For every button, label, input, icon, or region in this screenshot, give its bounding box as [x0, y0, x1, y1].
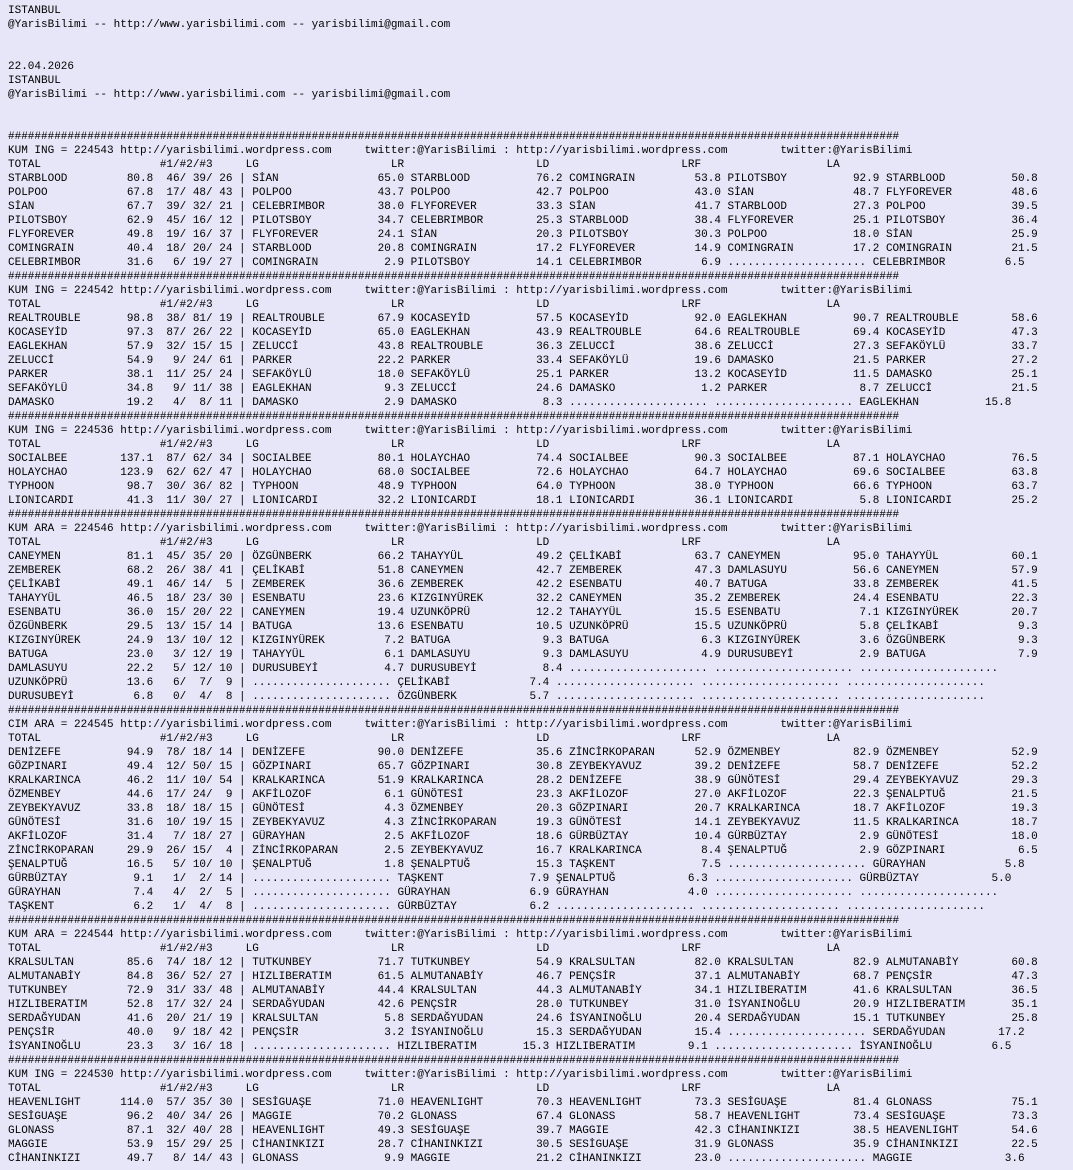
report-line: DENİZEFE 94.9 78/ 18/ 14 | DENİZEFE 90.0 DENİZEFE 35.6 ZİNCİRKOPARAN 52.9 ÖZMENBEY 82.9 ÖZMENBEY 52.9 — [8, 747, 1038, 759]
report-line: ####################################################################################################################################### — [8, 411, 900, 423]
report-line: SEFAKÖYLÜ 34.8 9/ 11/ 38 | EAGLEKHAN 9.3 ZELUCCİ 24.6 DAMASKO 1.2 PARKER 8.7 ZELUCCİ 21.5 — [8, 383, 1038, 395]
report-line: ALMUTANABİY 84.8 36/ 52/ 27 | HIZLIBERATIM 61.5 ALMUTANABİY 46.7 PENÇSİR 37.1 ALMUTANABİY 68.7 PENÇSİR 47.3 — [8, 971, 1038, 983]
report-line: ####################################################################################################################################### — [8, 131, 900, 143]
report-line: ####################################################################################################################################### — [8, 705, 900, 717]
report-line: ISTANBUL — [8, 5, 61, 17]
report-line: KUM ARA = 224544 http://yarisbilimi.wordpress.com twitter:@YarisBilimi : http://yarisbilimi.wordpress.com twitter:@YarisBilimi — [8, 929, 913, 941]
report-line: GLONASS 87.1 32/ 40/ 28 | HEAVENLIGHT 49.3 SESİGUAŞE 39.7 MAGGIE 42.3 CİHANINKIZI 38.5 HEAVENLIGHT 54.6 — [8, 1125, 1038, 1137]
report-line: SİAN 67.7 39/ 32/ 21 | CELEBRIMBOR 38.0 FLYFOREVER 33.3 SİAN 41.7 STARBLOOD 27.3 POLPOO 39.5 — [8, 201, 1038, 213]
report-line: DURUSUBEYİ 6.8 0/ 4/ 8 | ..................... ÖZGÜNBERK 5.7 ..................... ..................... ..................... — [8, 691, 985, 703]
report-line: MAGGIE 53.9 15/ 29/ 25 | CİHANINKIZI 28.7 CİHANINKIZI 30.5 SESİGUAŞE 31.9 GLONASS 35.9 CİHANINKIZI 22.5 — [8, 1139, 1038, 1151]
report-line: KUM ING = 224542 http://yarisbilimi.wordpress.com twitter:@YarisBilimi : http://yarisbilimi.wordpress.com twitter:@YarisBilimi — [8, 285, 913, 297]
report-line: UZUNKÖPRÜ 13.6 6/ 7/ 9 | ..................... ÇELİKABİ 7.4 ..................... ..................... ..................... — [8, 677, 985, 689]
report-line — [8, 32, 1065, 46]
report-line: ŞENALPTUĞ 16.5 5/ 10/ 10 | ŞENALPTUĞ 1.8 ŞENALPTUĞ 15.3 TAŞKENT 7.5 ..................... GÜRAYHAN 5.8 — [8, 859, 1025, 871]
report-line: ZEYBEKYAVUZ 33.8 18/ 18/ 15 | GÜNÖTESİ 4.3 ÖZMENBEY 20.3 GÖZPINARI 20.7 KRALKARINCA 18.7 AKFİLOZOF 19.3 — [8, 803, 1038, 815]
report-line: SOCIALBEE 137.1 87/ 62/ 34 | SOCIALBEE 80.1 HOLAYCHAO 74.4 SOCIALBEE 90.3 SOCIALBEE 87.1 HOLAYCHAO 76.5 — [8, 453, 1038, 465]
report-line — [8, 46, 1065, 60]
report-line: BATUGA 23.0 3/ 12/ 19 | TAHAYYÜL 6.1 DAMLASUYU 9.3 DAMLASUYU 4.9 DURUSUBEYİ 2.9 BATUGA 7.9 — [8, 649, 1038, 661]
report-line — [8, 116, 1065, 130]
report-line: ÖZMENBEY 44.6 17/ 24/ 9 | AKFİLOZOF 6.1 GÜNÖTESİ 23.3 AKFİLOZOF 27.0 AKFİLOZOF 22.3 ŞENALPTUĞ 21.5 — [8, 789, 1038, 801]
report-line: ZİNCİRKOPARAN 29.9 26/ 15/ 4 | ZİNCİRKOPARAN 2.5 ZEYBEKYAVUZ 16.7 KRALKARINCA 8.4 ŞENALPTUĞ 2.9 GÖZPINARI 6.5 — [8, 845, 1038, 857]
report-line: TUTKUNBEY 72.9 31/ 33/ 48 | ALMUTANABİY 44.4 KRALSULTAN 44.3 ALMUTANABİY 34.1 HIZLIBERATIM 41.6 KRALSULTAN 36.5 — [8, 985, 1038, 997]
report-line: PENÇSİR 40.0 9/ 18/ 42 | PENÇSİR 3.2 İSYANINOĞLU 15.3 SERDAĞYUDAN 15.4 ..................... SERDAĞYUDAN 17.2 — [8, 1027, 1025, 1039]
report-line: EAGLEKHAN 57.9 32/ 15/ 15 | ZELUCCİ 43.8 REALTROUBLE 36.3 ZELUCCİ 38.6 ZELUCCİ 27.3 SEFAKÖYLÜ 33.7 — [8, 341, 1038, 353]
report-line: AKFİLOZOF 31.4 7/ 18/ 27 | GÜRAYHAN 2.5 AKFİLOZOF 18.6 GÜRBÜZTAY 10.4 GÜRBÜZTAY 2.9 GÜNÖTESİ 18.0 — [8, 831, 1038, 843]
report-line: TAHAYYÜL 46.5 18/ 23/ 30 | ESENBATU 23.6 KIZGINYÜREK 32.2 CANEYMEN 35.2 ZEMBEREK 24.4 ESENBATU 22.3 — [8, 593, 1038, 605]
report-line: STARBLOOD 80.8 46/ 39/ 26 | SİAN 65.0 STARBLOOD 76.2 COMINGRAIN 53.8 PILOTSBOY 92.9 STARBLOOD 50.8 — [8, 173, 1038, 185]
report-line: KUM ING = 224536 http://yarisbilimi.wordpress.com twitter:@YarisBilimi : http://yarisbilimi.wordpress.com twitter:@YarisBilimi — [8, 425, 913, 437]
report-line: ISTANBUL — [8, 75, 61, 87]
report-line: CİHANINKIZI 49.7 8/ 14/ 43 | GLONASS 9.9 MAGGIE 21.2 CİHANINKIZI 23.0 ..................... MAGGIE 3.6 — [8, 1153, 1025, 1165]
report-line: TOTAL #1/#2/#3 LG LR LD LRF LA — [8, 537, 840, 549]
report-line: TOTAL #1/#2/#3 LG LR LD LRF LA — [8, 439, 840, 451]
report-line: ####################################################################################################################################### — [8, 1055, 900, 1067]
report-line: KRALKARINCA 46.2 11/ 10/ 54 | KRALKARINCA 51.9 KRALKARINCA 28.2 DENİZEFE 38.9 GÜNÖTESİ 29.4 ZEYBEKYAVUZ 29.3 — [8, 775, 1038, 787]
report-line: PARKER 38.1 11/ 25/ 24 | SEFAKÖYLÜ 18.0 SEFAKÖYLÜ 25.1 PARKER 13.2 KOCASEYİD 11.5 DAMASKO 25.1 — [8, 369, 1038, 381]
report-line: 22.04.2026 — [8, 61, 75, 73]
report-line: ÖZGÜNBERK 29.5 13/ 15/ 14 | BATUGA 13.6 ESENBATU 10.5 UZUNKÖPRÜ 15.5 UZUNKÖPRÜ 5.8 ÇELİKABİ 9.3 — [8, 621, 1038, 633]
report-line: DAMLASUYU 22.2 5/ 12/ 10 | DURUSUBEYİ 4.7 DURUSUBEYİ 8.4 ..................... ..................... ..................... — [8, 663, 999, 675]
report-line: SERDAĞYUDAN 41.6 20/ 21/ 19 | KRALSULTAN 5.8 SERDAĞYUDAN 24.6 İSYANINOĞLU 20.4 SERDAĞYUDAN 15.1 TUTKUNBEY 25.8 — [8, 1013, 1038, 1025]
report-line: TOTAL #1/#2/#3 LG LR LD LRF LA — [8, 1083, 840, 1095]
report-line: SESİGUAŞE 96.2 40/ 34/ 26 | MAGGIE 70.2 GLONASS 67.4 GLONASS 58.7 HEAVENLIGHT 73.4 SESİGUAŞE 73.3 — [8, 1111, 1038, 1123]
report-line: REALTROUBLE 98.8 38/ 81/ 19 | REALTROUBLE 67.9 KOCASEYİD 57.5 KOCASEYİD 92.0 EAGLEKHAN 90.7 REALTROUBLE 58.6 — [8, 313, 1038, 325]
report-line: ZEMBEREK 68.2 26/ 38/ 41 | ÇELİKABİ 51.8 CANEYMEN 42.7 ZEMBEREK 47.3 DAMLASUYU 56.6 CANEYMEN 57.9 — [8, 565, 1038, 577]
report-line: TYPHOON 98.7 30/ 36/ 82 | TYPHOON 48.9 TYPHOON 64.0 TYPHOON 38.0 TYPHOON 66.6 TYPHOON 63.7 — [8, 481, 1038, 493]
report-line: KRALSULTAN 85.6 74/ 18/ 12 | TUTKUNBEY 71.7 TUTKUNBEY 54.9 KRALSULTAN 82.0 KRALSULTAN 82.9 ALMUTANABİY 60.8 — [8, 957, 1038, 969]
report-line: GÜNÖTESİ 31.6 10/ 19/ 15 | ZEYBEKYAVUZ 4.3 ZİNCİRKOPARAN 19.3 GÜNÖTESİ 14.1 ZEYBEKYAVUZ 11.5 KRALKARINCA 18.7 — [8, 817, 1038, 829]
report-line: ÇELİKABİ 49.1 46/ 14/ 5 | ZEMBEREK 36.6 ZEMBEREK 42.2 ESENBATU 40.7 BATUGA 33.8 ZEMBEREK 41.5 — [8, 579, 1038, 591]
report-line: TAŞKENT 6.2 1/ 4/ 8 | ..................... GÜRBÜZTAY 6.2 ..................... ..................... ..................... — [8, 901, 985, 913]
report-line: CELEBRIMBOR 31.6 6/ 19/ 27 | COMINGRAIN 2.9 PILOTSBOY 14.1 CELEBRIMBOR 6.9 ..................... CELEBRIMBOR 6.5 — [8, 257, 1025, 269]
report-line: HEAVENLIGHT 114.0 57/ 35/ 30 | SESİGUAŞE 71.0 HEAVENLIGHT 70.3 HEAVENLIGHT 73.3 SESİGUAŞE 81.4 GLONASS 75.1 — [8, 1097, 1038, 1109]
report-line: GÜRAYHAN 7.4 4/ 2/ 5 | ..................... GÜRAYHAN 6.9 GÜRAYHAN 4.0 ..................... ..................... — [8, 887, 999, 899]
report-line: KUM ING = 224530 http://yarisbilimi.wordpress.com twitter:@YarisBilimi : http://yarisbilimi.wordpress.com twitter:@YarisBilimi — [8, 1069, 913, 1081]
report-line: ESENBATU 36.0 15/ 20/ 22 | CANEYMEN 19.4 UZUNKÖPRÜ 12.2 TAHAYYÜL 15.5 ESENBATU 7.1 KIZGINYÜREK 20.7 — [8, 607, 1038, 619]
report-line: FLYFOREVER 49.8 19/ 16/ 37 | FLYFOREVER 24.1 SİAN 20.3 PILOTSBOY 30.3 POLPOO 18.0 SİAN 25.9 — [8, 229, 1038, 241]
report-line: ####################################################################################################################################### — [8, 509, 900, 521]
report-line: POLPOO 67.8 17/ 48/ 43 | POLPOO 43.7 POLPOO 42.7 POLPOO 43.0 SİAN 48.7 FLYFOREVER 48.6 — [8, 187, 1038, 199]
report-line — [8, 102, 1065, 116]
report-line: @YarisBilimi -- http://www.yarisbilimi.com -- yarisbilimi@gmail.com — [8, 89, 451, 101]
report-line: COMINGRAIN 40.4 18/ 20/ 24 | STARBLOOD 20.8 COMINGRAIN 17.2 FLYFOREVER 14.9 COMINGRAIN 17.2 COMINGRAIN 21.5 — [8, 243, 1038, 255]
report-line: İSYANINOĞLU 23.3 3/ 16/ 18 | ..................... HIZLIBERATIM 15.3 HIZLIBERATIM 9.1 ..................... İSYANINOĞLU 6.5 — [8, 1041, 1012, 1053]
report-line: CANEYMEN 81.1 45/ 35/ 20 | ÖZGÜNBERK 66.2 TAHAYYÜL 49.2 ÇELİKABİ 63.7 CANEYMEN 95.0 TAHAYYÜL 60.1 — [8, 551, 1038, 563]
report-line: TOTAL #1/#2/#3 LG LR LD LRF LA — [8, 943, 840, 955]
report-line: ####################################################################################################################################### — [8, 915, 900, 927]
report-line: TOTAL #1/#2/#3 LG LR LD LRF LA — [8, 299, 840, 311]
report-line: TOTAL #1/#2/#3 LG LR LD LRF LA — [8, 159, 840, 171]
report-line: HIZLIBERATIM 52.8 17/ 32/ 24 | SERDAĞYUDAN 42.6 PENÇSİR 28.0 TUTKUNBEY 31.0 İSYANINOĞLU 20.9 HIZLIBERATIM 35.1 — [8, 999, 1038, 1011]
report-line: HOLAYCHAO 123.9 62/ 62/ 47 | HOLAYCHAO 68.0 SOCIALBEE 72.6 HOLAYCHAO 64.7 HOLAYCHAO 69.6 SOCIALBEE 63.8 — [8, 467, 1038, 479]
report-line: GÖZPINARI 49.4 12/ 50/ 15 | GÖZPINARI 65.7 GÖZPINARI 30.8 ZEYBEKYAVUZ 39.2 DENİZEFE 58.7 DENİZEFE 52.2 — [8, 761, 1038, 773]
report-line: LIONICARDI 41.3 11/ 30/ 27 | LIONICARDI 32.2 LIONICARDI 18.1 LIONICARDI 36.1 LIONICARDI 5.8 LIONICARDI 25.2 — [8, 495, 1038, 507]
report-line: KUM ARA = 224546 http://yarisbilimi.wordpress.com twitter:@YarisBilimi : http://yarisbilimi.wordpress.com twitter:@YarisBilimi — [8, 523, 913, 535]
report-line: @YarisBilimi -- http://www.yarisbilimi.com -- yarisbilimi@gmail.com — [8, 19, 451, 31]
report-line: GÜRBÜZTAY 9.1 1/ 2/ 14 | ..................... TAŞKENT 7.9 ŞENALPTUĞ 6.3 ..................... GÜRBÜZTAY 5.0 — [8, 873, 1012, 885]
report-line: ZELUCCİ 54.9 9/ 24/ 61 | PARKER 22.2 PARKER 33.4 SEFAKÖYLÜ 19.6 DAMASKO 21.5 PARKER 27.2 — [8, 355, 1038, 367]
report-line: PILOTSBOY 62.9 45/ 16/ 12 | PILOTSBOY 34.7 CELEBRIMBOR 25.3 STARBLOOD 38.4 FLYFOREVER 25.1 PILOTSBOY 36.4 — [8, 215, 1038, 227]
report-line: DAMASKO 19.2 4/ 8/ 11 | DAMASKO 2.9 DAMASKO 8.3 ..................... ..................... EAGLEKHAN 15.8 — [8, 397, 1012, 409]
report-line: TOTAL #1/#2/#3 LG LR LD LRF LA — [8, 733, 840, 745]
report-line: KIZGINYÜREK 24.9 13/ 10/ 12 | KIZGINYÜREK 7.2 BATUGA 9.3 BATUGA 6.3 KIZGINYÜREK 3.6 ÖZGÜNBERK 9.3 — [8, 635, 1038, 647]
report-line: KOCASEYİD 97.3 87/ 26/ 22 | KOCASEYİD 65.0 EAGLEKHAN 43.9 REALTROUBLE 64.6 REALTROUBLE 69.4 KOCASEYİD 47.3 — [8, 327, 1038, 339]
report-line: KUM ING = 224543 http://yarisbilimi.wordpress.com twitter:@YarisBilimi : http://yarisbilimi.wordpress.com twitter:@YarisBilimi — [8, 145, 913, 157]
report-line: ####################################################################################################################################### — [8, 271, 900, 283]
report-line: CIM ARA = 224545 http://yarisbilimi.wordpress.com twitter:@YarisBilimi : http://yarisbilimi.wordpress.com twitter:@YarisBilimi — [8, 719, 913, 731]
